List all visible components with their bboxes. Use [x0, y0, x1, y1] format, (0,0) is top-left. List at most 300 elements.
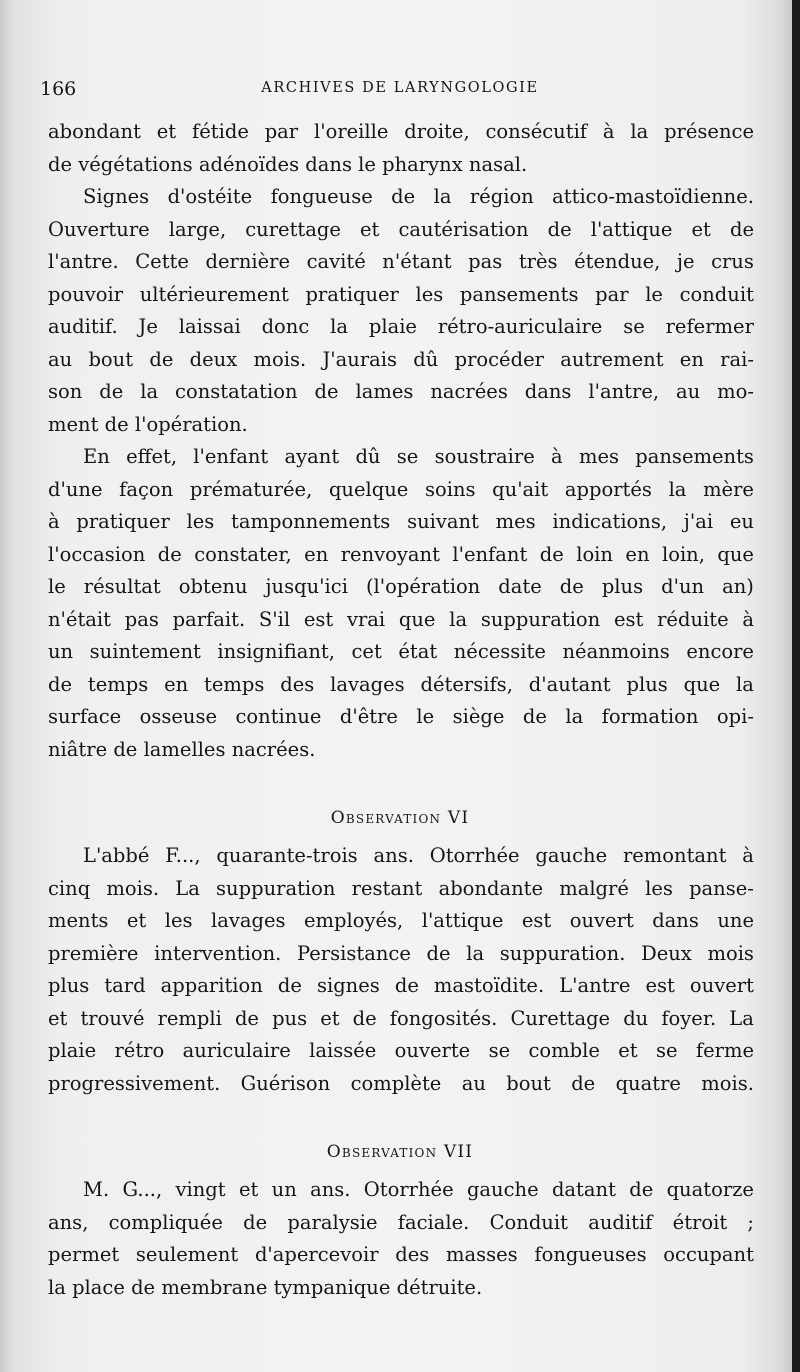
- word: d'autant: [528, 672, 611, 696]
- word: du: [623, 1006, 649, 1030]
- word: curettage: [245, 217, 341, 241]
- word: ans.: [373, 844, 414, 867]
- observation-heading: Observation VII: [326, 1142, 474, 1162]
- text-line: [48, 1035, 754, 1068]
- word: d'un: [661, 575, 705, 598]
- word: lamelles: [143, 737, 232, 761]
- word: les: [186, 510, 215, 533]
- word: lavages: [330, 672, 405, 696]
- word: pus: [272, 1006, 308, 1030]
- word: de: [629, 1178, 654, 1201]
- word: de: [394, 974, 419, 997]
- word: nasal.: [468, 152, 528, 176]
- word: de: [243, 1210, 268, 1234]
- text-line: [48, 246, 754, 279]
- running-title: ARCHIVES DE LARYNGOLOGIE: [261, 80, 539, 96]
- word: au: [461, 1071, 486, 1095]
- text-line: [48, 873, 754, 906]
- word: la: [565, 705, 584, 728]
- word: loin: [576, 542, 613, 566]
- word: réduite: [657, 607, 729, 631]
- word: mo-: [717, 380, 754, 403]
- word: vrai: [346, 607, 386, 631]
- word: d'une: [48, 477, 103, 501]
- word: cet: [351, 640, 382, 663]
- word: mère: [703, 477, 754, 501]
- word: seulement: [135, 1243, 239, 1266]
- word: panse-: [689, 876, 754, 900]
- word: que: [717, 542, 754, 566]
- word: comble: [528, 1039, 600, 1062]
- word: tard: [104, 974, 146, 997]
- word: apportés: [564, 477, 652, 501]
- text-line: [48, 214, 754, 247]
- word: et: [156, 120, 177, 143]
- word: Signes: [83, 185, 150, 208]
- word: Ouverture: [48, 217, 150, 241]
- word: bout: [88, 347, 134, 371]
- word: la: [449, 607, 468, 631]
- word: cinq: [48, 876, 91, 900]
- word: mes: [495, 510, 536, 533]
- word: L'antre: [559, 974, 631, 997]
- text-line: [48, 905, 754, 938]
- word: restant: [351, 876, 423, 900]
- word: permet: [48, 1243, 120, 1266]
- word: compliquée: [108, 1210, 223, 1234]
- word: n'étant: [382, 250, 452, 273]
- text-line: [48, 311, 754, 344]
- word: auriculaire: [182, 1039, 291, 1062]
- word: Persistance: [297, 941, 411, 965]
- word: laissai: [178, 315, 241, 338]
- word: mois.: [253, 347, 307, 371]
- text-line: [48, 344, 754, 377]
- word: soustraire: [434, 445, 535, 468]
- word: large,: [168, 217, 227, 241]
- word: de: [131, 1275, 162, 1299]
- word: masses: [445, 1243, 518, 1266]
- word: de: [277, 974, 302, 997]
- word: La: [729, 1006, 754, 1030]
- word: ans.: [310, 1178, 351, 1201]
- word: progressivement.: [48, 1071, 221, 1095]
- word: surface: [48, 705, 122, 728]
- word: je: [676, 250, 695, 273]
- word: pas: [124, 607, 159, 631]
- word: Je: [138, 315, 158, 338]
- text-line: [48, 149, 754, 182]
- word: consécutif: [485, 120, 588, 143]
- word: M.: [83, 1178, 110, 1201]
- word: constatation: [175, 380, 298, 403]
- word: L'abbé: [83, 844, 150, 867]
- word: Curettage: [510, 1006, 611, 1030]
- observation-text: [48, 1174, 754, 1304]
- observation-heading: Observation VI: [330, 808, 470, 828]
- word: en: [304, 542, 329, 566]
- word: pouvoir: [48, 282, 124, 306]
- word: état: [398, 640, 438, 663]
- word: de: [571, 1071, 596, 1095]
- page-number: 166: [40, 78, 77, 100]
- word: que: [683, 672, 721, 696]
- word: est: [303, 607, 334, 631]
- text-line: [48, 840, 754, 873]
- word: lames: [355, 380, 414, 403]
- word: eu: [729, 510, 754, 533]
- word: étendue,: [574, 250, 661, 273]
- word: et: [360, 217, 380, 241]
- word: suppuration: [480, 607, 601, 631]
- word: rai-: [720, 347, 754, 371]
- word: indications,: [552, 510, 668, 533]
- word: plaie: [368, 315, 417, 338]
- word: tympanique: [273, 1275, 397, 1299]
- word: et: [238, 1178, 259, 1201]
- word: mois.: [106, 876, 160, 900]
- word: à: [602, 120, 615, 143]
- word: opi-: [716, 705, 754, 728]
- word: rétro-auriculaire: [437, 315, 603, 338]
- word: deux: [189, 347, 238, 371]
- text-line: [48, 376, 754, 409]
- word: en: [679, 347, 704, 371]
- word: est: [645, 974, 675, 997]
- word: et: [618, 1039, 638, 1062]
- word: gauche: [535, 844, 608, 867]
- word: dû: [413, 347, 439, 371]
- word: par: [595, 282, 629, 306]
- word: de: [391, 185, 416, 208]
- word: plaie: [48, 1039, 97, 1062]
- word: de: [547, 217, 572, 241]
- word: la: [330, 315, 348, 338]
- word: Otorrhée: [429, 844, 520, 867]
- word: loin,: [661, 542, 705, 566]
- word: l'antre.: [48, 250, 119, 273]
- text-line: [48, 701, 754, 734]
- word: résultat: [83, 575, 161, 598]
- word: tamponnements: [231, 510, 391, 533]
- word: l'occasion: [48, 542, 146, 566]
- word: plus: [48, 974, 90, 997]
- text-line: [48, 441, 754, 474]
- word: effet,: [126, 445, 178, 468]
- word: de: [104, 412, 135, 436]
- word: nacrées.: [231, 737, 316, 761]
- word: bout: [506, 1071, 551, 1095]
- word: de: [559, 575, 584, 598]
- text-line: [48, 669, 754, 702]
- word: place: [72, 1275, 132, 1299]
- word: quelque: [328, 477, 409, 501]
- word: encore: [686, 640, 754, 663]
- word: pansements: [635, 445, 754, 468]
- word: paralysie: [287, 1210, 378, 1234]
- word: et: [691, 217, 711, 241]
- word: attico-mastoïdienne.: [552, 185, 754, 208]
- word: ment: [48, 412, 105, 436]
- word: quatre: [615, 1071, 681, 1095]
- word: mois: [707, 941, 754, 965]
- word: foyer.: [661, 1006, 717, 1030]
- word: le: [358, 152, 383, 176]
- word: auditif: [588, 1210, 653, 1234]
- word: est: [521, 909, 552, 932]
- word: malgré: [559, 876, 629, 900]
- word: la: [466, 941, 485, 965]
- word: employés,: [303, 909, 404, 932]
- word: insignifiant,: [217, 640, 335, 663]
- word: se: [488, 1039, 511, 1062]
- word: suppuration: [216, 876, 336, 900]
- word: et: [320, 1006, 340, 1030]
- word: se: [655, 1039, 678, 1062]
- text-line: [48, 1239, 754, 1272]
- word: dans: [524, 380, 572, 403]
- word: en: [625, 542, 650, 566]
- word: un: [48, 640, 74, 663]
- word: ayant: [284, 445, 340, 468]
- word: occupant: [663, 1243, 754, 1266]
- word: suivant: [407, 510, 479, 533]
- word: détersifs,: [420, 672, 513, 696]
- word: Conduit: [489, 1210, 568, 1234]
- word: complète: [350, 1071, 442, 1095]
- text-line: [48, 734, 754, 767]
- word: à: [48, 510, 60, 533]
- word: de: [729, 217, 754, 241]
- word: continue: [235, 705, 322, 728]
- word: de: [352, 1006, 377, 1030]
- word: au: [48, 347, 73, 371]
- word: d'apercevoir: [254, 1243, 379, 1266]
- word: mes: [578, 445, 619, 468]
- word: les: [415, 282, 444, 306]
- text-line: [48, 116, 754, 149]
- word: dû: [355, 445, 381, 468]
- word: j'ai: [683, 510, 714, 533]
- word: cavité: [306, 250, 366, 273]
- text-line: [48, 409, 754, 442]
- word: La: [175, 876, 200, 900]
- word: formation: [601, 705, 699, 728]
- word: prématurée,: [189, 477, 313, 501]
- word: conduit: [679, 282, 754, 306]
- word: par: [264, 120, 299, 143]
- text-line: [48, 1174, 754, 1207]
- word: des: [280, 672, 315, 696]
- word: est: [613, 607, 644, 631]
- word: soins: [424, 477, 476, 501]
- word: membrane: [161, 1275, 274, 1299]
- word: son: [48, 380, 83, 403]
- word: pratiquer: [76, 510, 170, 533]
- word: laissée: [309, 1039, 377, 1062]
- word: mois.: [701, 1071, 754, 1095]
- word: ans,: [48, 1210, 89, 1234]
- word: quatorze: [666, 1178, 754, 1201]
- word: parfait.: [172, 607, 246, 631]
- word: l'attique: [590, 217, 673, 241]
- word: procéder: [454, 347, 544, 371]
- word: fongueuses: [534, 1243, 647, 1266]
- word: au: [676, 380, 701, 403]
- word: plus: [626, 672, 668, 696]
- text-line: [48, 539, 754, 572]
- word: Otorrhée: [363, 1178, 454, 1201]
- word: J'aurais: [322, 347, 398, 371]
- word: de: [48, 672, 73, 696]
- word: ultérieurement: [139, 282, 289, 306]
- word: pas: [468, 250, 503, 273]
- word: pansements: [459, 282, 579, 306]
- word: dans: [305, 152, 359, 176]
- text-line: [48, 1068, 754, 1101]
- text-line: [48, 636, 754, 669]
- word: niâtre: [48, 737, 114, 761]
- word: le: [645, 282, 663, 306]
- word: la: [668, 477, 687, 501]
- word: nécessite: [453, 640, 546, 663]
- word: vingt: [175, 1178, 226, 1201]
- word: trouvé: [80, 1006, 145, 1030]
- word: temps: [204, 672, 265, 696]
- word: refermer: [665, 315, 754, 338]
- text-line: [48, 1003, 754, 1036]
- word: n'était: [48, 607, 111, 631]
- word: très: [518, 250, 558, 273]
- word: Guérison: [240, 1071, 331, 1095]
- word: région: [469, 185, 534, 208]
- text-line: [48, 1207, 754, 1240]
- word: le: [48, 575, 66, 598]
- word: façon: [119, 477, 174, 501]
- word: auditif.: [48, 315, 118, 338]
- word: fongueuse: [270, 185, 373, 208]
- word: à: [742, 607, 754, 631]
- word: l'enfant: [193, 445, 269, 468]
- word: constater,: [194, 542, 292, 566]
- word: ;: [747, 1210, 754, 1234]
- word: faciale.: [397, 1210, 470, 1234]
- word: suintement: [89, 640, 201, 663]
- word: pharynx: [382, 152, 469, 176]
- text-line: [48, 1272, 754, 1305]
- word: qu'ait: [492, 477, 549, 501]
- word: crus: [711, 250, 754, 273]
- word: abondant: [48, 120, 141, 143]
- word: se: [396, 445, 419, 468]
- text-line: [48, 279, 754, 312]
- word: de: [522, 705, 547, 728]
- word: datant: [551, 1178, 616, 1201]
- word: Cette: [135, 250, 189, 273]
- text-line: [48, 604, 754, 637]
- word: nacrées: [430, 380, 508, 403]
- text-line: [48, 506, 754, 539]
- word: à: [742, 844, 754, 867]
- word: renvoyant: [340, 542, 440, 566]
- word: autrement: [560, 347, 664, 371]
- word: jusqu'ici: [265, 575, 348, 598]
- word: étroit: [672, 1210, 728, 1234]
- word: d'être: [339, 705, 398, 728]
- word: que: [398, 607, 436, 631]
- word: apparition: [160, 974, 263, 997]
- word: d'ostéite: [167, 185, 253, 208]
- word: ments: [48, 909, 109, 932]
- word: détruite.: [396, 1275, 483, 1299]
- word: de: [149, 347, 174, 371]
- word: ouverte: [394, 1039, 471, 1062]
- word: de: [99, 380, 124, 403]
- word: l'opération.: [134, 412, 248, 436]
- word: de: [314, 380, 339, 403]
- word: siège: [452, 705, 505, 728]
- word: l'antre,: [588, 380, 660, 403]
- word: végétations: [78, 152, 199, 176]
- word: l'enfant: [452, 542, 528, 566]
- word: de: [157, 542, 182, 566]
- text-line: [48, 474, 754, 507]
- word: cautérisation: [398, 217, 529, 241]
- word: intervention.: [154, 941, 282, 965]
- word: première: [48, 941, 139, 965]
- word: une: [717, 909, 754, 932]
- word: des: [395, 1243, 430, 1266]
- word: pratiquer: [305, 282, 399, 306]
- word: osseuse: [139, 705, 218, 728]
- word: plus: [601, 575, 644, 598]
- word: suppuration.: [499, 941, 626, 965]
- word: fétide: [192, 120, 249, 143]
- text-line: [48, 970, 754, 1003]
- word: remontant: [622, 844, 727, 867]
- word: S'il: [258, 607, 291, 631]
- body-text-continuation: [48, 116, 754, 766]
- word: l'oreille: [313, 120, 389, 143]
- word: la: [736, 672, 754, 696]
- observation-text: [48, 840, 754, 1100]
- text-line: [48, 181, 754, 214]
- word: la: [630, 120, 649, 143]
- word: G...,: [122, 1178, 163, 1201]
- word: quarante-trois: [216, 844, 358, 867]
- word: dernière: [205, 250, 291, 273]
- word: fongosités.: [389, 1006, 498, 1030]
- word: se: [623, 315, 645, 338]
- word: ouvert: [689, 974, 754, 997]
- word: obtenu: [178, 575, 248, 598]
- word: et: [126, 909, 147, 932]
- word: néanmoins: [562, 640, 670, 663]
- word: l'attique: [421, 909, 504, 932]
- word: les: [645, 876, 673, 900]
- page-header: [40, 78, 760, 102]
- word: de: [539, 542, 564, 566]
- text-line: [48, 938, 754, 971]
- word: de: [48, 152, 79, 176]
- word: dans: [652, 909, 699, 932]
- word: temps: [87, 672, 149, 696]
- word: les: [164, 909, 193, 932]
- word: présence: [664, 120, 754, 143]
- word: la: [48, 1275, 73, 1299]
- word: gauche: [466, 1178, 539, 1201]
- word: (l'opération: [365, 575, 481, 598]
